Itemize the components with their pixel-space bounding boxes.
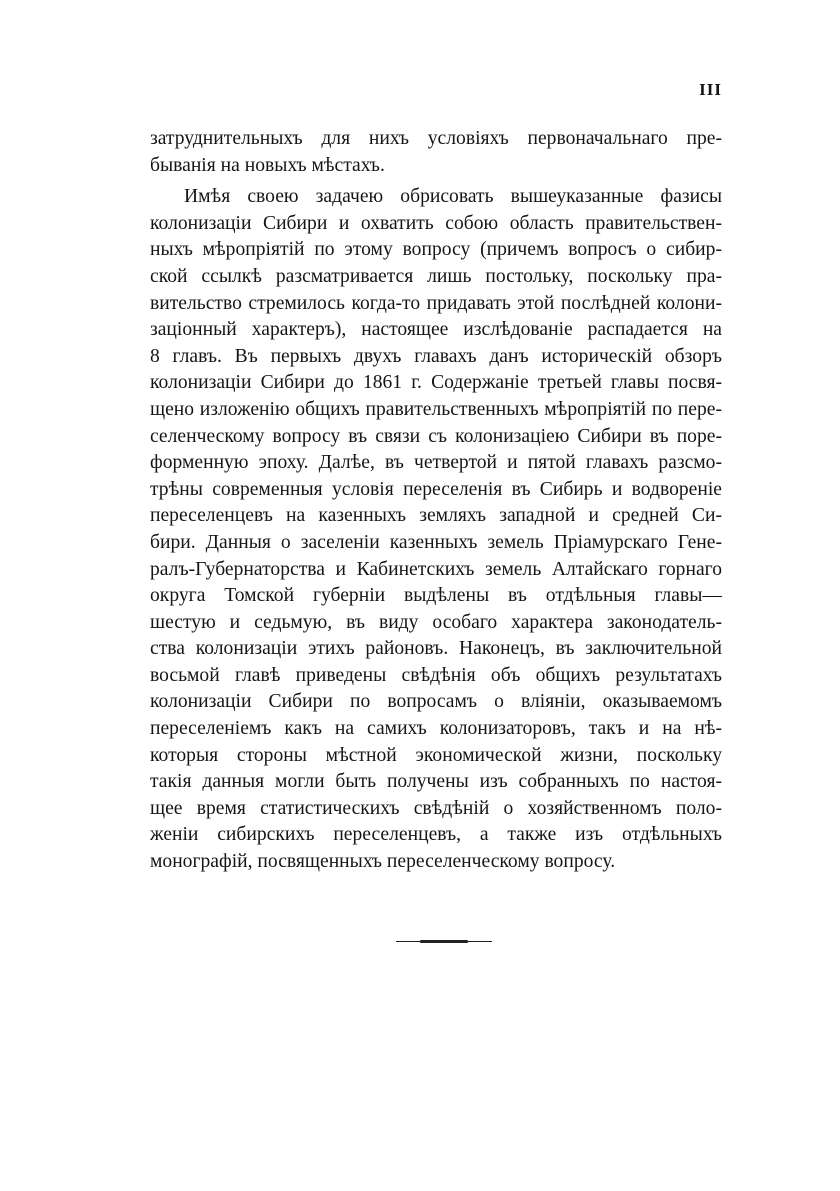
- body-text: [150, 126, 722, 876]
- text-line: монографій, посвященныхъ переселенческому вопросу.: [150, 851, 616, 873]
- end-ornament-rule: [396, 940, 492, 943]
- text-line: вительство стремилось когда-то придавать этой послѣдней колони-: [150, 292, 722, 314]
- page-number: III: [699, 80, 722, 99]
- text-line: Имѣя своею задачею обрисовать вышеуказанные фазисы: [184, 186, 722, 208]
- text-line: ства колонизаціи этихъ районовъ. Наконецъ, въ заключительной: [150, 638, 722, 660]
- text-line: трѣны современныя условія переселенія въ Сибирь и водвореніе: [150, 478, 722, 500]
- text-line: бири. Данныя о заселеніи казенныхъ земель Пріамурскаго Гене-: [150, 531, 722, 553]
- text-line: 8 главъ. Въ первыхъ двухъ главахъ данъ историческій обзоръ: [150, 345, 722, 367]
- text-line: заціонный характеръ), настоящее изслѣдованіе распадается на: [150, 319, 722, 341]
- text-line: быванія на новыхъ мѣстахъ.: [150, 154, 385, 176]
- text-line: шестую и седьмую, въ виду особаго характера законодатель-: [150, 611, 722, 633]
- text-line: колонизаціи Сибири по вопросамъ о вліяніи, оказываемомъ: [150, 691, 722, 713]
- text-line: ралъ-Губернаторства и Кабинетскихъ земель Алтайскаго горнаго: [150, 558, 722, 580]
- text-line: ской ссылкѣ разсматривается лишь постольку, поскольку пра-: [150, 265, 722, 287]
- text-line: колонизаціи Сибири и охватить собою область правительствен-: [150, 212, 722, 234]
- ornament-thick-line: [420, 940, 468, 943]
- text-line: переселеніемъ какъ на самихъ колонизаторовъ, такъ и на нѣ-: [150, 718, 722, 740]
- text-line: такія данныя могли быть получены изъ собранныхъ по настоя-: [150, 771, 722, 793]
- text-line: щено изложенію общихъ правительственныхъ мѣропріятій по пере-: [150, 398, 722, 420]
- text-line: которыя стороны мѣстной экономической жизни, поскольку: [150, 744, 722, 766]
- text-line: ныхъ мѣропріятій по этому вопросу (причемъ вопросъ о сибир-: [150, 239, 722, 261]
- text-line: округа Томской губерніи выдѣлены въ отдѣльныя главы—: [150, 585, 722, 607]
- paragraph-1: [150, 126, 722, 179]
- text-line: селенческому вопросу въ связи съ колонизаціею Сибири въ поре-: [150, 425, 722, 447]
- text-line: форменную эпоху. Далѣе, въ четвертой и пятой главахъ разсмо-: [150, 452, 722, 474]
- text-line: женіи сибирскихъ переселенцевъ, а также изъ отдѣльныхъ: [150, 824, 722, 846]
- text-line: затруднительныхъ для нихъ условіяхъ первоначальнаго пре-: [150, 128, 722, 149]
- text-line: щее время статистическихъ свѣдѣній о хозяйственномъ поло-: [150, 797, 722, 819]
- text-line: восьмой главѣ приведены свѣдѣнія объ общихъ результатахъ: [150, 664, 722, 686]
- text-line: переселенцевъ на казенныхъ земляхъ западной и средней Си-: [150, 505, 722, 527]
- paragraph-2: [150, 184, 722, 875]
- text-line: колонизаціи Сибири до 1861 г. Содержаніе третьей главы посвя-: [150, 372, 722, 394]
